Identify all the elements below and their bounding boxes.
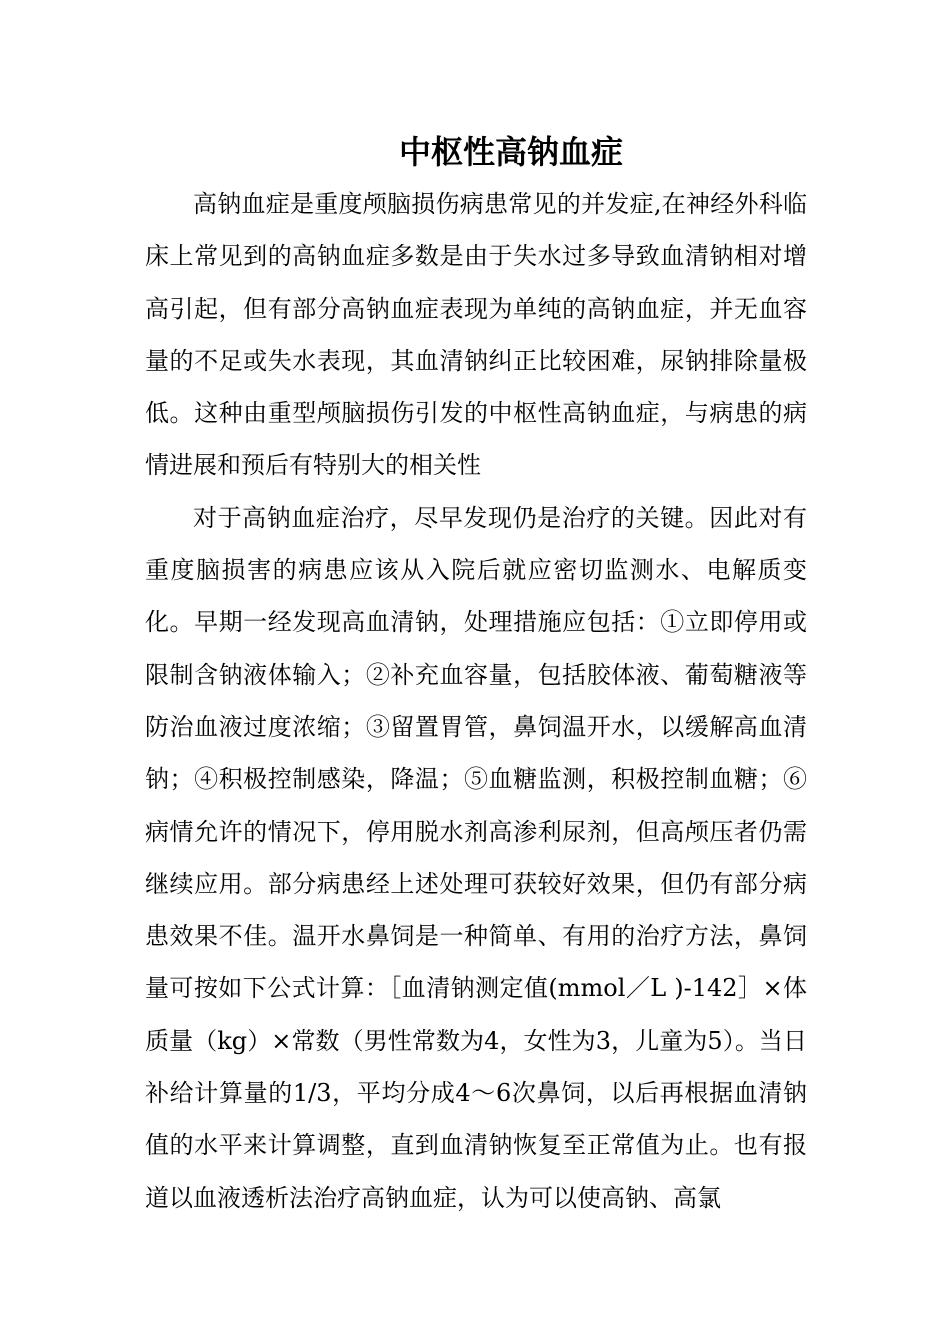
paragraph-treatment: 对于高钠血症治疗，尽早发现仍是治疗的关键。因此对有重度脑损害的病患应该从入院后就应密切监测水、电解质变化。早期一经发现高血清钠，处理措施应包括：①立即停用或限制含钠液体输入；②补充血容量，包括胶体液、葡萄糖液等防治血液过度浓缩；③留置胃管，鼻饲温开水，以缓解高血清钠；④积极控制感染，降温；⑤血糖监测，积极控制血糖；⑥病情允许的情况下，停用脱水剂高渗利尿剂，但高颅压者仍需继续应用。部分病患经上述处理可获较好效果，但仍有部分病患效果不佳。温开水鼻饲是一种简单、有用的治疗方法，鼻饲量可按如下公式计算：［血清钠测定值(mmol／L )-142］×体质量（kg）×常数（男性常数为4，女性为3，儿童为5）。当日补给计算量的1/3，平均分成4～6次鼻饲，以后再根据血清钠值的水平来计算调整，直到血清钠恢复至正常值为止。也有报道以血液透析法治疗高钠血症，认为可以使高钠、高氯 <box>145 503 807 1212</box>
paragraph-intro: 高钠血症是重度颅脑损伤病患常见的并发症,在神经外科临床上常见到的高钠血症多数是由于失水过多导致血清钠相对增高引起，但有部分高钠血症表现为单纯的高钠血症，并无血容量的不足或失水表现，其血清钠纠正比较困难，尿钠排除量极低。这种由重型颅脑损伤引发的中枢性高钠血症，与病患的病情进展和预后有特别大的相关性 <box>145 190 807 480</box>
document-body <box>145 178 807 1224</box>
page-title: 中枢性高钠血症 <box>398 133 623 171</box>
